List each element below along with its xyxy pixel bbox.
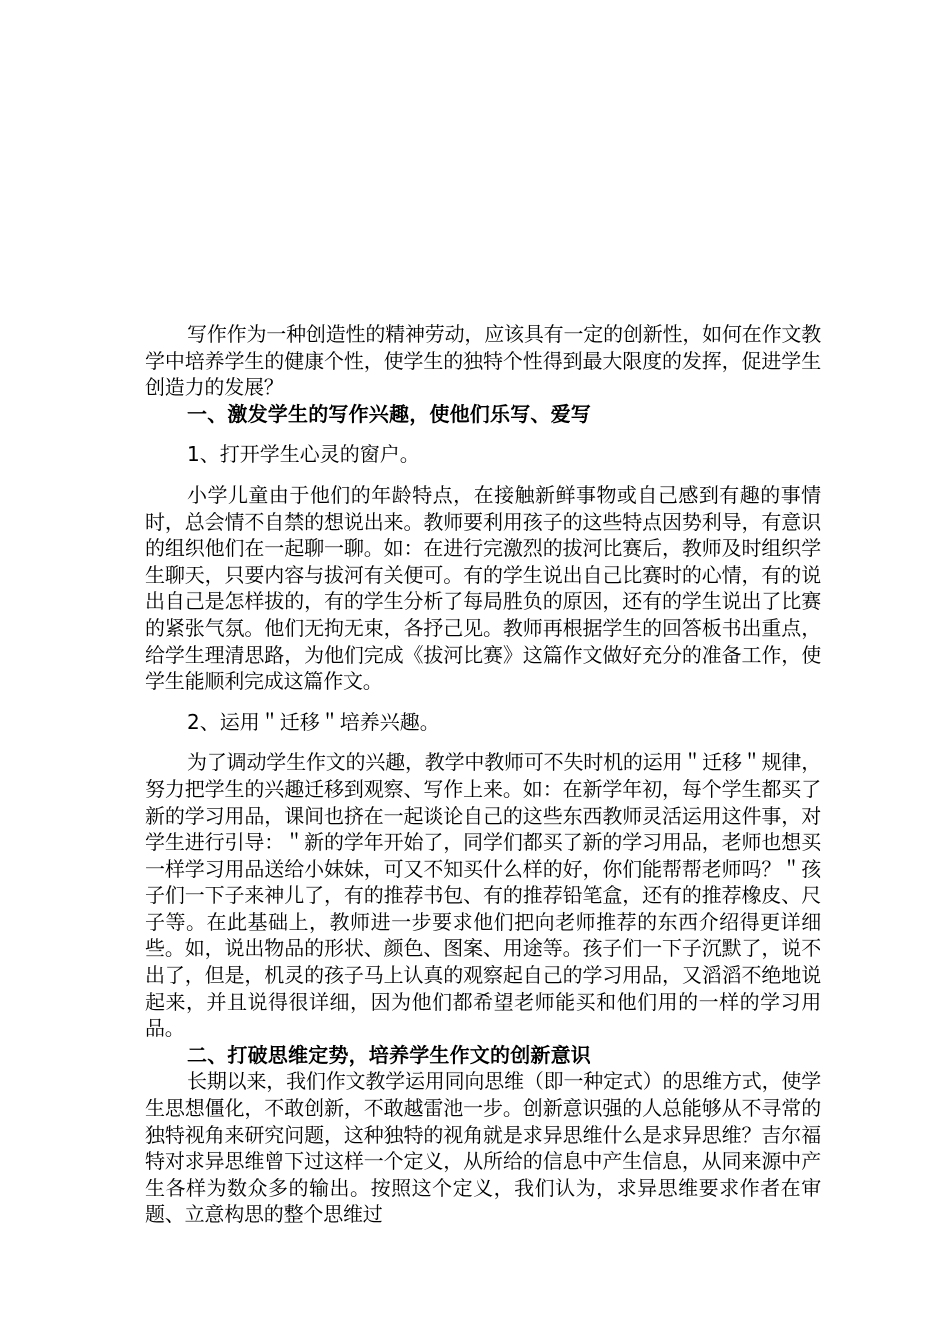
subsection-1-heading: 1、打开学生心灵的窗户。 — [187, 442, 420, 467]
section-2-heading: 二、打破思维定势，培养学生作文的创新意识 — [187, 1042, 591, 1067]
section-1-heading: 一、激发学生的写作兴趣，使他们乐写、爱写 — [187, 401, 591, 426]
subsection-2-heading: 2、运用＂迁移＂培养兴趣。 — [187, 709, 440, 734]
section-2-body: 长期以来，我们作文教学运用同向思维（即一种定式）的思维方式，使学生思想僵化，不敢创新，不敢越雷池一步。创新意识强的人总能够从不寻常的独特视角来研究问题，这种独特的视角就是求异思维什么是求异思维？吉尔福特对求异思维曾下过这样一个定义，从所给的信息中产生信息，从同来源中产生各样为数众多的输出。按照这个定义，我们认为，求异思维要求作者在审题、立意构思的整个思维过 — [145, 1069, 821, 1227]
intro-paragraph: 写作作为一种创造性的精神劳动，应该具有一定的创新性，如何在作文教学中培养学生的健康个性，使学生的独特个性得到最大限度的发挥，促进学生创造力的发展？ — [145, 322, 821, 400]
subsection-2-body: 为了调动学生作文的兴趣，教学中教师可不失时机的运用＂迁移＂规律，努力把学生的兴趣迁移到观察、写作上来。如：在新学年初，每个学生都买了新的学习用品，课间也挤在一起谈论自己的这些东西教师灵活运用这件事，对学生进行引导：＂新的学年开始了，同学们都买了新的学习用品，老师也想买一样学习用品送给小妹妹，可又不知买什么样的好，你们能帮帮老师吗？＂孩子们一下子来神儿了，有的推荐书包、有的推荐铅笔盒，还有的推荐橡皮、尺子等。在此基础上，教师进一步要求他们把向老师推荐的东西介绍得更详细些。如，说出物品的形状、颜色、图案、用途等。孩子们一下子沉默了，说不出了，但是，机灵的孩子马上认真的观察起自己的学习用品，又滔滔不绝地说起来，并且说得很详细，因为他们都希望老师能买和他们用的一样的学习用品。 — [145, 750, 821, 1041]
subsection-1-body: 小学儿童由于他们的年龄特点，在接触新鲜事物或自己感到有趣的事情时，总会情不自禁的想说出来。教师要利用孩子的这些特点因势利导，有意识的组织他们在一起聊一聊。如：在进行完激烈的拔河比赛后，教师及时组织学生聊天，只要内容与拔河有关便可。有的学生说出自己比赛时的心情，有的说出自己是怎样拔的，有的学生分析了每局胜负的原因，还有的学生说出了比赛的紧张气氛。他们无拘无束，各抒己见。教师再根据学生的回答板书出重点，给学生理清思路，为他们完成《拔河比赛》这篇作文做好充分的准备工作，使学生能顺利完成这篇作文。 — [145, 482, 821, 694]
document-page — [145, 321, 821, 1228]
